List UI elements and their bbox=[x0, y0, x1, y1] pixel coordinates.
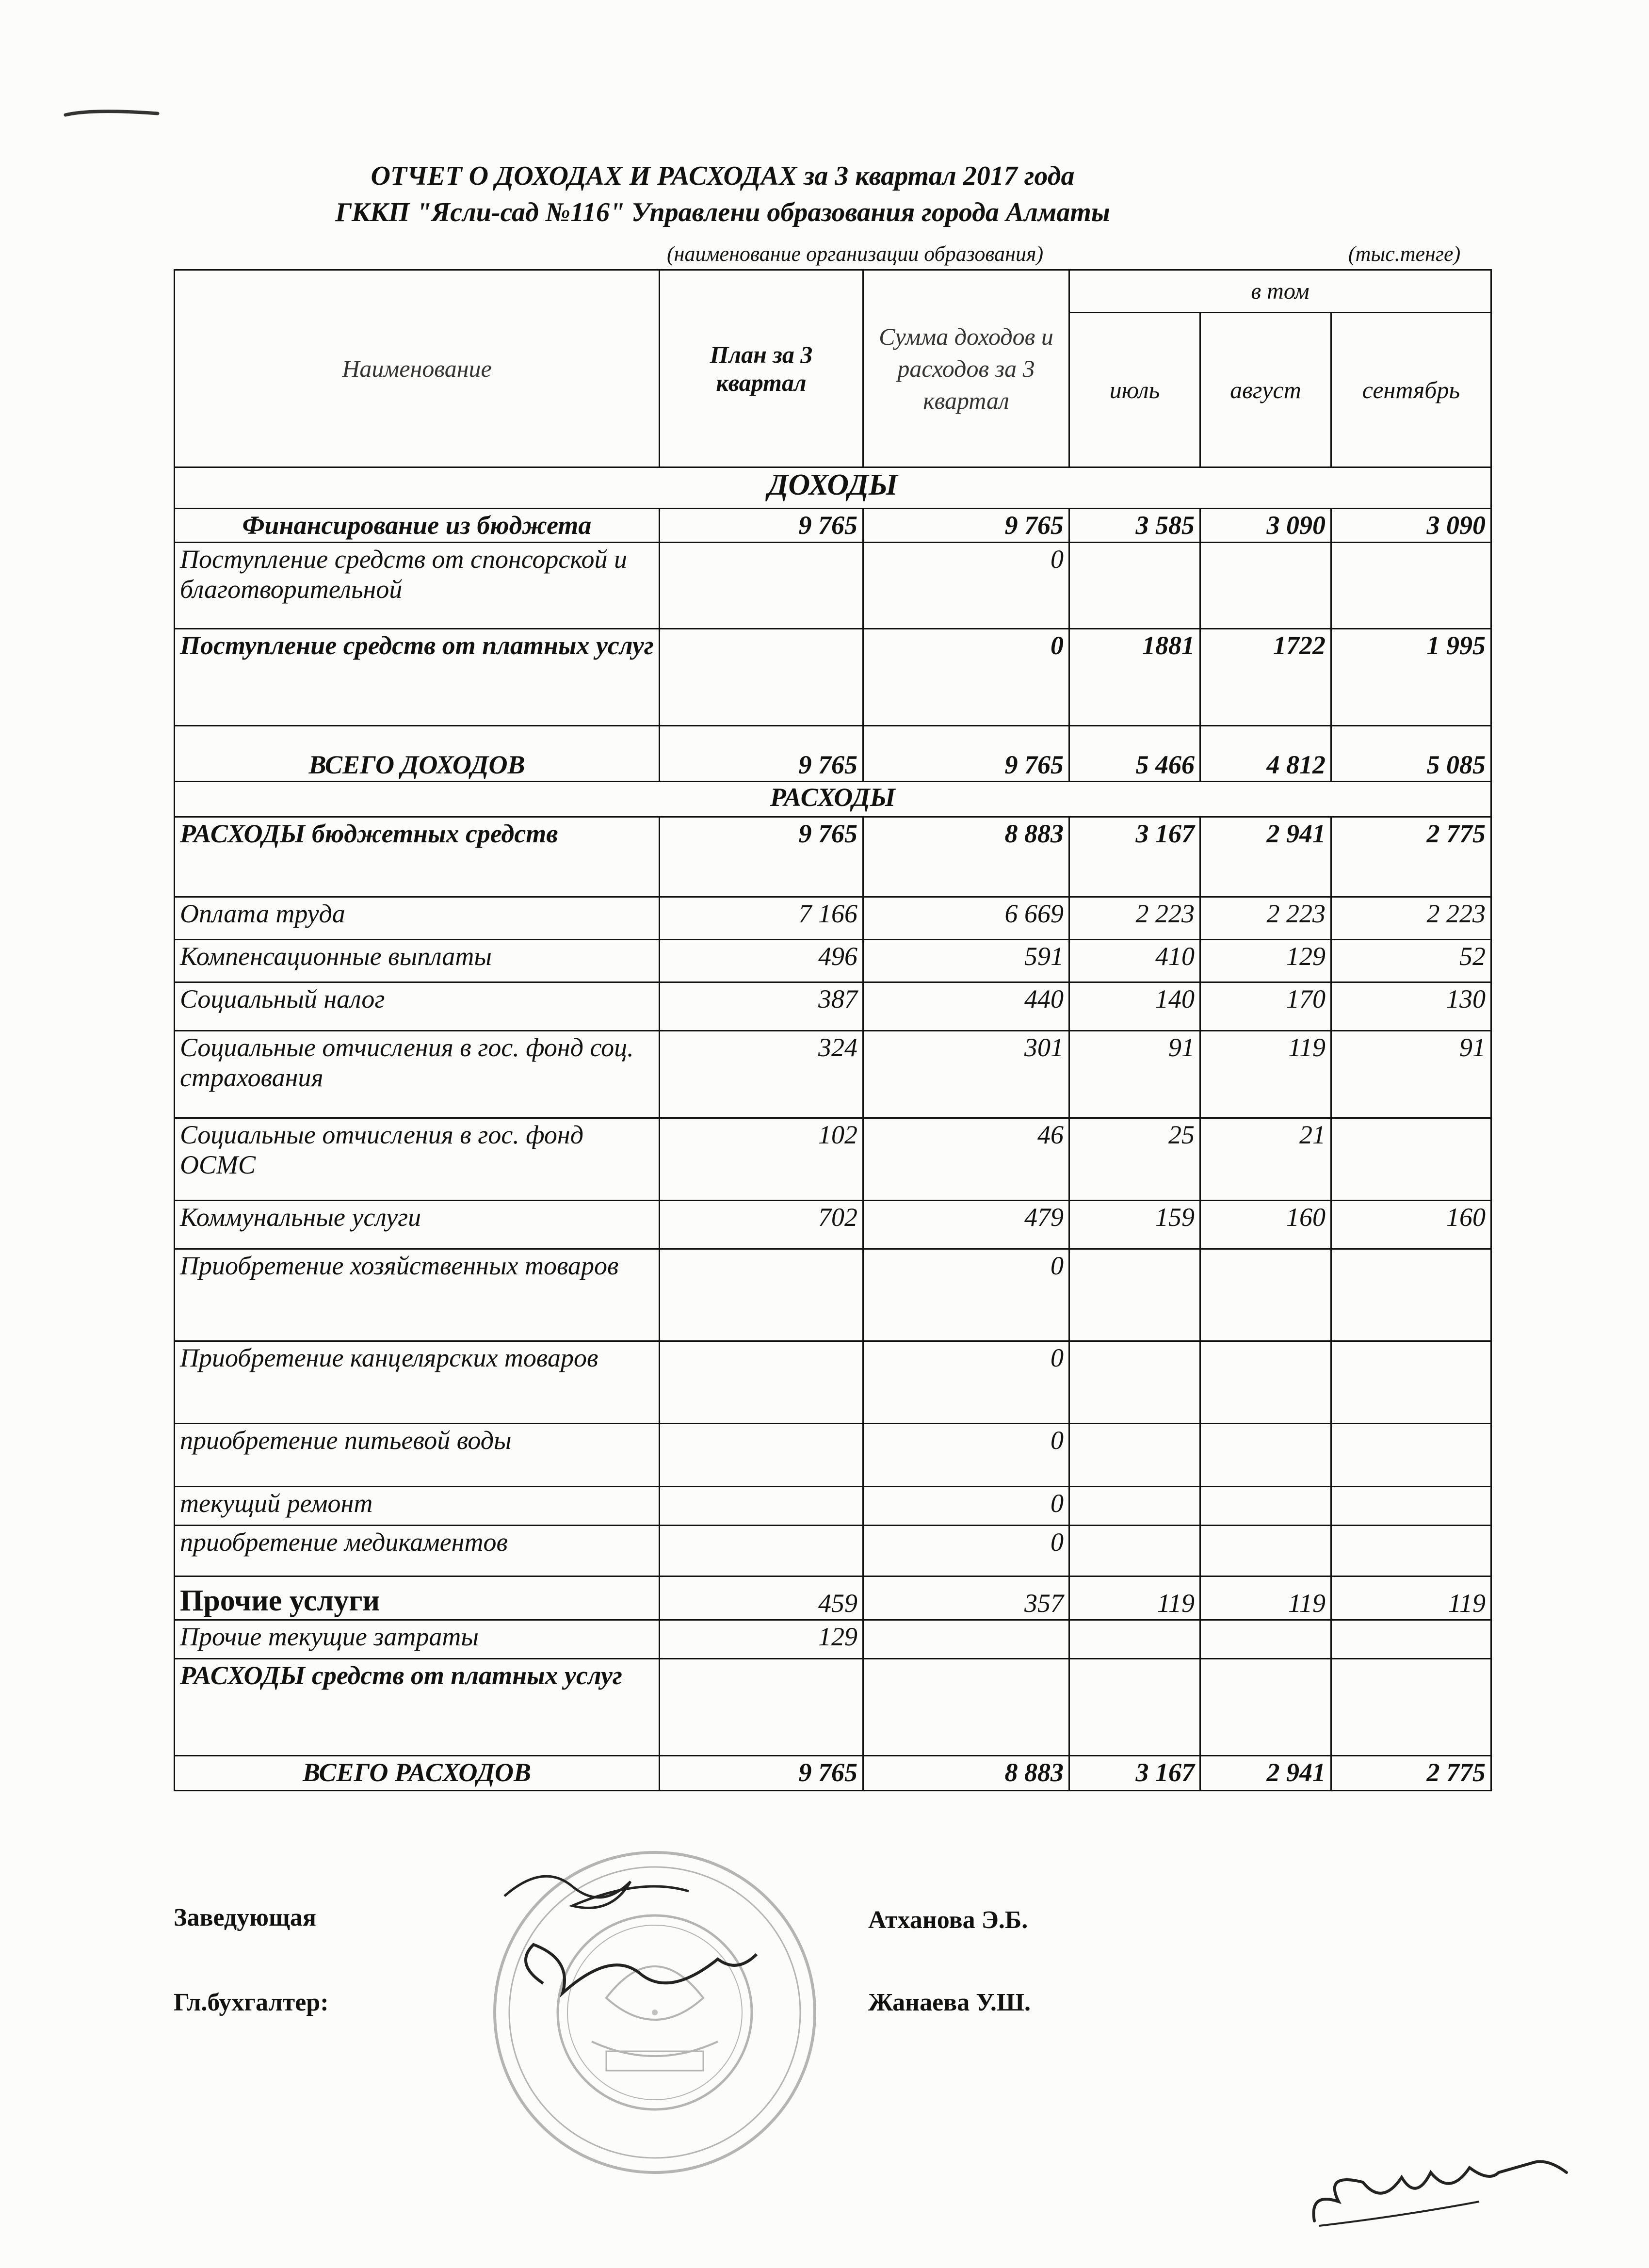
cell-july: 3 167 bbox=[1069, 817, 1200, 897]
row-name: текущий ремонт bbox=[175, 1487, 660, 1526]
cell-august: 160 bbox=[1200, 1201, 1331, 1249]
cell-july bbox=[1069, 1249, 1200, 1341]
cell-july: 140 bbox=[1069, 982, 1200, 1031]
cell-september: 2 223 bbox=[1331, 897, 1491, 940]
cell-plan: 129 bbox=[660, 1620, 863, 1659]
cell-plan: 324 bbox=[660, 1031, 863, 1118]
cell-sum: 0 bbox=[863, 1526, 1069, 1576]
cell-august bbox=[1200, 1487, 1331, 1526]
accountant-label: Гл.бухгалтер: bbox=[174, 1989, 329, 2016]
cell-july: 5 466 bbox=[1069, 726, 1200, 782]
report-title: ОТЧЕТ О ДОХОДАХ И РАСХОДАХ за 3 квартал 2017 года bbox=[371, 161, 1075, 191]
cell-july: 410 bbox=[1069, 940, 1200, 982]
cell-july: 91 bbox=[1069, 1031, 1200, 1118]
cell-sum: 0 bbox=[863, 1341, 1069, 1424]
cell-july: 119 bbox=[1069, 1576, 1200, 1620]
cell-july bbox=[1069, 1487, 1200, 1526]
cell-september bbox=[1331, 543, 1491, 629]
cell-plan: 102 bbox=[660, 1118, 863, 1201]
cell-plan bbox=[660, 629, 863, 726]
seal-stamp-icon bbox=[485, 1838, 824, 2187]
cell-plan bbox=[660, 543, 863, 629]
cell-plan: 387 bbox=[660, 982, 863, 1031]
cell-sum: 591 bbox=[863, 940, 1069, 982]
cell-july bbox=[1069, 1341, 1200, 1424]
cell-august: 119 bbox=[1200, 1031, 1331, 1118]
cell-september bbox=[1331, 1424, 1491, 1487]
section-income: ДОХОДЫ bbox=[175, 467, 1491, 509]
pen-mark bbox=[63, 103, 160, 122]
cell-sum: 440 bbox=[863, 982, 1069, 1031]
cell-sum: 0 bbox=[863, 1487, 1069, 1526]
cell-august: 3 090 bbox=[1200, 509, 1331, 543]
handwritten-signature-icon bbox=[1305, 2143, 1576, 2236]
row-name: Финансирование из бюджета bbox=[175, 509, 660, 543]
cell-september bbox=[1331, 1487, 1491, 1526]
cell-september: 2 775 bbox=[1331, 1756, 1491, 1791]
cell-july bbox=[1069, 1620, 1200, 1659]
cell-september bbox=[1331, 1659, 1491, 1756]
row-name: Компенсационные выплаты bbox=[175, 940, 660, 982]
cell-july: 1881 bbox=[1069, 629, 1200, 726]
row-name: приобретение медикаментов bbox=[175, 1526, 660, 1576]
header-july: июль bbox=[1069, 312, 1200, 467]
cell-august bbox=[1200, 1526, 1331, 1576]
cell-plan: 702 bbox=[660, 1201, 863, 1249]
cell-july: 2 223 bbox=[1069, 897, 1200, 940]
cell-july: 159 bbox=[1069, 1201, 1200, 1249]
head-label: Заведующая bbox=[174, 1904, 316, 1931]
cell-sum: 357 bbox=[863, 1576, 1069, 1620]
cell-august bbox=[1200, 1620, 1331, 1659]
row-name: РАСХОДЫ бюджетных средств bbox=[175, 817, 660, 897]
cell-august bbox=[1200, 1249, 1331, 1341]
accountant-name: Жанаева У.Ш. bbox=[868, 1989, 1031, 2016]
cell-august bbox=[1200, 1659, 1331, 1756]
cell-sum: 9 765 bbox=[863, 726, 1069, 782]
cell-september bbox=[1331, 1620, 1491, 1659]
cell-sum: 301 bbox=[863, 1031, 1069, 1118]
row-name: Поступление средств от платных услуг bbox=[175, 629, 660, 726]
cell-august: 2 941 bbox=[1200, 1756, 1331, 1791]
cell-sum: 0 bbox=[863, 1249, 1069, 1341]
row-name: приобретение питьевой воды bbox=[175, 1424, 660, 1487]
row-name: РАСХОДЫ средств от платных услуг bbox=[175, 1659, 660, 1756]
cell-august bbox=[1200, 1341, 1331, 1424]
cell-sum: 0 bbox=[863, 629, 1069, 726]
cell-august: 4 812 bbox=[1200, 726, 1331, 782]
cell-september: 5 085 bbox=[1331, 726, 1491, 782]
cell-july bbox=[1069, 1659, 1200, 1756]
cell-sum: 0 bbox=[863, 543, 1069, 629]
cell-sum: 46 bbox=[863, 1118, 1069, 1201]
cell-plan: 9 765 bbox=[660, 1756, 863, 1791]
row-name: Социальные отчисления в гос. фонд соц. страхования bbox=[175, 1031, 660, 1118]
row-name: Приобретение хозяйственных товаров bbox=[175, 1249, 660, 1341]
row-name: ВСЕГО ДОХОДОВ bbox=[175, 726, 660, 782]
cell-plan bbox=[660, 1341, 863, 1424]
cell-september bbox=[1331, 1118, 1491, 1201]
header-august: август bbox=[1200, 312, 1331, 467]
cell-september: 160 bbox=[1331, 1201, 1491, 1249]
cell-plan: 459 bbox=[660, 1576, 863, 1620]
cell-september: 2 775 bbox=[1331, 817, 1491, 897]
cell-august: 119 bbox=[1200, 1576, 1331, 1620]
cell-august: 2 223 bbox=[1200, 897, 1331, 940]
org-caption: (наименование организации образования) bbox=[667, 242, 1044, 266]
cell-july bbox=[1069, 1424, 1200, 1487]
cell-plan bbox=[660, 1526, 863, 1576]
cell-july: 25 bbox=[1069, 1118, 1200, 1201]
cell-september: 52 bbox=[1331, 940, 1491, 982]
cell-july: 3 167 bbox=[1069, 1756, 1200, 1791]
section-expense: РАСХОДЫ bbox=[175, 782, 1491, 817]
cell-september bbox=[1331, 1341, 1491, 1424]
cell-september: 119 bbox=[1331, 1576, 1491, 1620]
cell-plan bbox=[660, 1487, 863, 1526]
organization-title: ГККП "Ясли-сад №116" Управлени образования города Алматы bbox=[335, 197, 1110, 227]
cell-sum bbox=[863, 1620, 1069, 1659]
cell-sum bbox=[863, 1659, 1069, 1756]
cell-august bbox=[1200, 543, 1331, 629]
cell-july bbox=[1069, 543, 1200, 629]
cell-plan: 9 765 bbox=[660, 509, 863, 543]
report-table bbox=[174, 269, 1492, 1791]
header-plan: План за 3 квартал bbox=[660, 270, 863, 467]
cell-september bbox=[1331, 1526, 1491, 1576]
row-name: Поступление средств от спонсорской и благотворительной bbox=[175, 543, 660, 629]
cell-sum: 6 669 bbox=[863, 897, 1069, 940]
row-name: Приобретение канцелярских товаров bbox=[175, 1341, 660, 1424]
cell-sum: 9 765 bbox=[863, 509, 1069, 543]
cell-september: 3 090 bbox=[1331, 509, 1491, 543]
cell-plan: 9 765 bbox=[660, 817, 863, 897]
row-name: Социальный налог bbox=[175, 982, 660, 1031]
cell-plan: 496 bbox=[660, 940, 863, 982]
cell-august: 1722 bbox=[1200, 629, 1331, 726]
cell-sum: 479 bbox=[863, 1201, 1069, 1249]
row-name: Коммунальные услуги bbox=[175, 1201, 660, 1249]
cell-plan bbox=[660, 1659, 863, 1756]
row-name: Оплата труда bbox=[175, 897, 660, 940]
cell-july: 3 585 bbox=[1069, 509, 1200, 543]
cell-august: 2 941 bbox=[1200, 817, 1331, 897]
cell-sum: 8 883 bbox=[863, 1756, 1069, 1791]
row-name: ВСЕГО РАСХОДОВ bbox=[175, 1756, 660, 1791]
head-name: Атханова Э.Б. bbox=[868, 1906, 1028, 1934]
row-name: Прочие услуги bbox=[175, 1576, 660, 1620]
cell-sum: 8 883 bbox=[863, 817, 1069, 897]
cell-august bbox=[1200, 1424, 1331, 1487]
header-september: сентябрь bbox=[1331, 312, 1491, 467]
cell-august: 21 bbox=[1200, 1118, 1331, 1201]
cell-plan: 7 166 bbox=[660, 897, 863, 940]
cell-sum: 0 bbox=[863, 1424, 1069, 1487]
header-breakdown: в том bbox=[1069, 270, 1491, 313]
cell-august: 170 bbox=[1200, 982, 1331, 1031]
header-sum: Сумма доходов и расходов за 3 квартал bbox=[863, 270, 1069, 467]
cell-september: 130 bbox=[1331, 982, 1491, 1031]
unit-caption: (тыс.тенге) bbox=[1348, 242, 1461, 266]
header-name: Наименование bbox=[175, 270, 660, 467]
row-name: Прочие текущие затраты bbox=[175, 1620, 660, 1659]
cell-september: 1 995 bbox=[1331, 629, 1491, 726]
cell-september: 91 bbox=[1331, 1031, 1491, 1118]
cell-plan bbox=[660, 1424, 863, 1487]
cell-plan: 9 765 bbox=[660, 726, 863, 782]
cell-august: 129 bbox=[1200, 940, 1331, 982]
cell-plan bbox=[660, 1249, 863, 1341]
cell-september bbox=[1331, 1249, 1491, 1341]
cell-july bbox=[1069, 1526, 1200, 1576]
row-name: Социальные отчисления в гос. фонд ОСМС bbox=[175, 1118, 660, 1201]
